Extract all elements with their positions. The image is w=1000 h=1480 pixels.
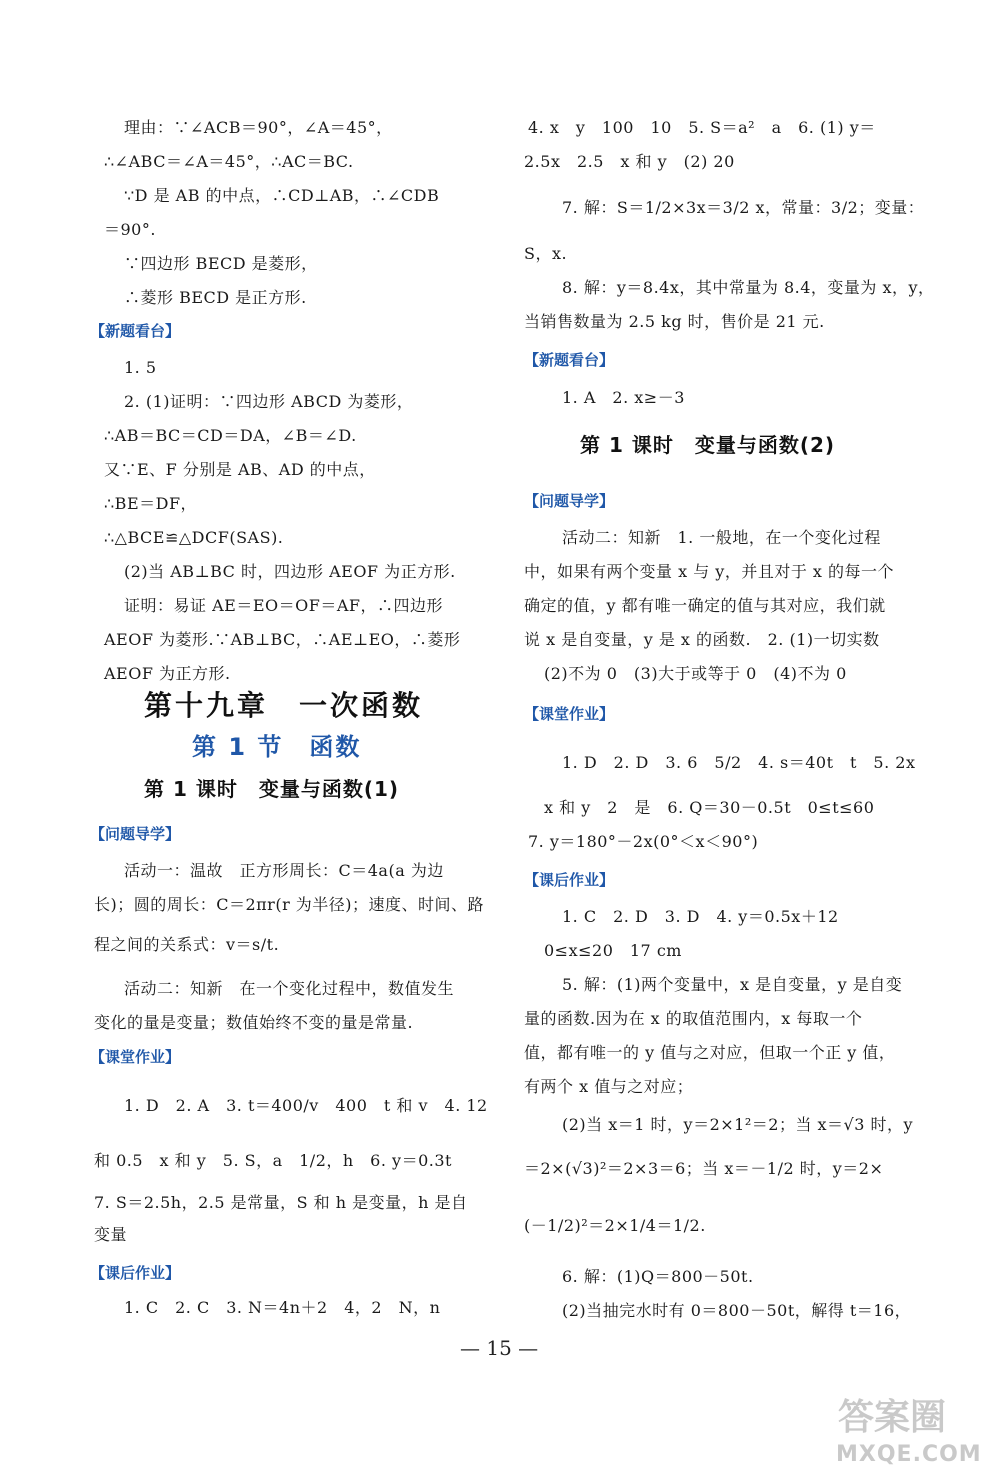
text-line: 2.5x 2.5 x 和 y (2) 20: [524, 152, 735, 171]
text-line: (－1/2)²＝2×1/4＝1/2.: [524, 1216, 706, 1235]
text-line: 1. 5: [124, 358, 157, 377]
text-line: 又∵E、F 分别是 AB、AD 的中点，: [104, 460, 376, 479]
text-line: ∴BE＝DF，: [104, 494, 198, 513]
section-heading-homework: 【课后作业】: [90, 1264, 181, 1282]
text-line: (2)不为 0 (3)大于或等于 0 (4)不为 0: [544, 664, 847, 683]
text-line: 7. 解：S＝1/2×3x＝3/2 x，常量：3/2；变量：: [562, 198, 925, 217]
text-line: (2)当抽完水时有 0＝800－50t，解得 t＝16，: [562, 1301, 912, 1320]
text-line: 活动二：知新 1. 一般地，在一个变化过程: [562, 528, 881, 547]
text-line: 活动一：温故 正方形周长：C＝4a(a 为边: [124, 861, 444, 880]
text-line: ＝2×(√3)²＝2×3＝6；当 x＝－1/2 时，y＝2×: [524, 1159, 884, 1178]
text-line: ∴AB＝BC＝CD＝DA，∠B＝∠D.: [104, 426, 357, 445]
text-line: ∴△BCE≌△DCF(SAS).: [104, 528, 284, 547]
text-line: 2. (1)证明：∵四边形 ABCD 为菱形，: [124, 392, 414, 411]
section-heading-problem-guide: 【问题导学】: [90, 825, 181, 843]
text-line: AEOF 为菱形.∵AB⊥BC，∴AE⊥EO，∴菱形: [104, 630, 461, 649]
text-line: 有两个 x 值与之对应；: [524, 1077, 694, 1096]
text-line: 7. S＝2.5h，2.5 是常量，S 和 h 是变量，h 是自: [94, 1193, 468, 1212]
text-line: ∵四边形 BECD 是菱形，: [124, 254, 318, 273]
section-heading-new-questions: 【新题看台】: [524, 351, 615, 369]
text-line: 1. C 2. D 3. D 4. y＝0.5x＋12: [562, 907, 839, 926]
text-line: 中，如果有两个变量 x 与 y，并且对于 x 的每一个: [524, 562, 895, 581]
lesson-title: 第 1 课时 变量与函数(1): [144, 777, 400, 801]
text-line: ∵D 是 AB 的中点，∴CD⊥AB，∴∠CDB: [124, 186, 440, 205]
text-line: 0≤x≤20 17 cm: [544, 941, 682, 960]
text-line: 长)；圆的周长：C＝2πr(r 为半径)；速度、时间、路: [94, 895, 485, 914]
lesson-title: 第 1 课时 变量与函数(2): [580, 433, 836, 457]
text-line: 变量: [94, 1225, 128, 1244]
watermark-url: MXQE.COM: [836, 1442, 982, 1467]
text-line: 1. C 2. C 3. N＝4n＋2 4，2 N，n: [124, 1298, 441, 1317]
text-line: (2)当 AB⊥BC 时，四边形 AEOF 为正方形.: [124, 562, 456, 581]
text-line: 1. D 2. D 3. 6 5/2 4. s＝40t t 5. 2x: [562, 753, 916, 772]
section-heading-new-questions: 【新题看台】: [90, 322, 181, 340]
text-line: 证明：易证 AE＝EO＝OF＝AF，∴四边形: [124, 596, 443, 615]
text-line: 变化的量是变量；数值始终不变的量是常量.: [94, 1013, 414, 1032]
watermark-logo: 答案圈: [838, 1397, 947, 1438]
text-line: 理由：∵∠ACB＝90°，∠A＝45°，: [124, 118, 393, 137]
text-line: 7. y＝180°－2x(0°＜x＜90°): [528, 832, 759, 851]
text-line: 和 0.5 x 和 y 5. S，a 1/2，h 6. y＝0.3t: [94, 1151, 452, 1170]
text-line: 6. 解：(1)Q＝800－50t.: [562, 1267, 754, 1286]
text-line: S，x.: [524, 244, 568, 263]
text-line: 量的函数.因为在 x 的取值范围内，x 每取一个: [524, 1009, 863, 1028]
text-line: 5. 解：(1)两个变量中，x 是自变量，y 是自变: [562, 975, 903, 994]
text-line: (2)当 x＝1 时，y＝2×1²＝2；当 x＝√3 时，y: [562, 1115, 914, 1134]
text-line: 1. A 2. x≥－3: [562, 388, 685, 407]
text-line: 1. D 2. A 3. t＝400/v 400 t 和 v 4. 12: [124, 1096, 488, 1115]
section-heading-problem-guide: 【问题导学】: [524, 492, 615, 510]
section-heading-homework: 【课后作业】: [524, 871, 615, 889]
text-line: 4. x y 100 10 5. S＝a² a 6. (1) y＝: [528, 118, 876, 137]
text-line: 程之间的关系式：v＝s/t.: [94, 935, 280, 954]
text-line: 8. 解：y＝8.4x，其中常量为 8.4，变量为 x，y，: [562, 278, 935, 297]
page-number: — 15 —: [460, 1336, 539, 1360]
text-line: 活动二：知新 在一个变化过程中，数值发生: [124, 979, 455, 998]
text-line: AEOF 为正方形.: [104, 664, 231, 683]
text-line: ∴∠ABC＝∠A＝45°，∴AC＝BC.: [104, 152, 354, 171]
text-line: 当销售数量为 2.5 kg 时，售价是 21 元.: [524, 312, 825, 331]
text-line: 值，都有唯一的 y 值与之对应，但取一个正 y 值，: [524, 1043, 896, 1062]
text-line: 说 x 是自变量，y 是 x 的函数. 2. (1)一切实数: [524, 630, 880, 649]
text-line: ＝90°.: [104, 220, 156, 239]
chapter-title: 第十九章 一次函数: [144, 689, 424, 722]
text-line: 确定的值，y 都有唯一确定的值与其对应，我们就: [524, 596, 886, 615]
section-heading-classwork: 【课堂作业】: [90, 1048, 181, 1066]
section-heading-classwork: 【课堂作业】: [524, 705, 615, 723]
text-line: ∴菱形 BECD 是正方形.: [124, 288, 307, 307]
section-title: 第 1 节 函数: [192, 733, 362, 761]
text-line: x 和 y 2 是 6. Q＝30－0.5t 0≤t≤60: [544, 798, 875, 817]
